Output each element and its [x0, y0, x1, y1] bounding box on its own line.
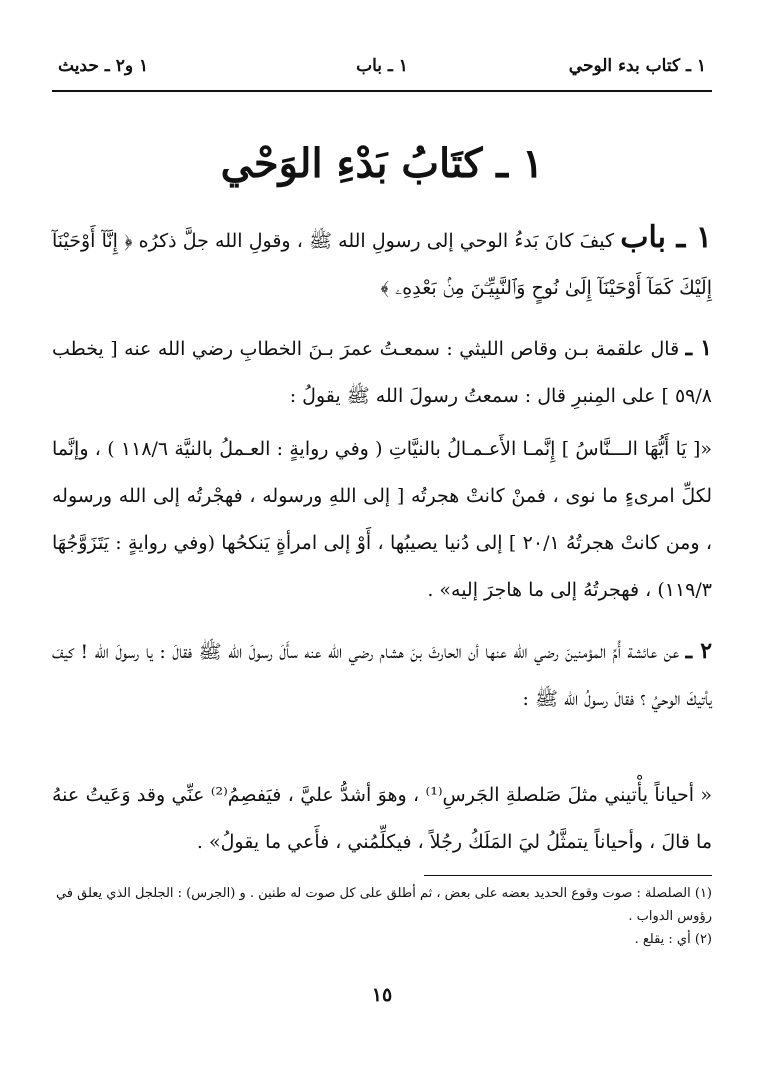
page-number: ١٥	[371, 984, 393, 1006]
hadith-1-text: قال علقمة بـن وقاص الليثي : سمعـتُ عمرَ بـنَ الخطابِ رضي الله عنه [ يخطب ٥٩/٨ ] على المِنبرِ قال : سمعتُ رسولَ الله ﷺ يقولُ :	[52, 338, 712, 407]
bab-label: ١ ـ باب	[620, 220, 713, 255]
chapter-title: ١ ـ كتَابُ بَدْءِ الوَحْي	[220, 140, 544, 187]
bab-text: كيفَ كانَ بَدءُ الوحي إلى رسولِ الله ﷺ ، وقولِ الله جلَّ ذكرُه ﴿ إِنَّآ أَوْحَيْنَآ إِلَيْكَ كَمَآ أَوْحَيْنَآ إِلَىٰ نُوحٍ وَٱلنَّبِيِّـۧنَ مِنۢ بَعْدِهِۦ ﴾	[52, 230, 712, 299]
footnote-2: (٢) أي : يقلع .	[634, 932, 712, 947]
hadith-2-number: ٢ ـ	[685, 638, 713, 664]
footnote-1: (١) الصلصلة : صوت وقوع الحديد بعضه على بعض ، ثم أطلق على كل صوت له طنين . و (الجرس) : الجلجل الذي يعلق في رؤوس الدواب .	[55, 886, 712, 924]
footnotes	[52, 882, 712, 951]
header-hadith-range: ١ و٢ ـ حديث	[58, 56, 149, 76]
hadith-2-matn: « أحياناً يأْتيني مثلَ صَلصلةِ الجَرسِ⁽¹⁾ ، وهوَ أشدُّ عليَّ ، فيَفصِمُ⁽²⁾ عنِّي وقد وَعَيتُ عنهُ ما قالَ ، وأحياناً يتمثَّلُ ليَ المَلَكُ رجُلاً ، فيكلِّمُني ، فأَعي ما يقولُ» .	[52, 784, 713, 853]
hadith-2-text: عن عائشة أُمِّ المؤمنينَ رضي الله عنها أن الحارثَ بنَ هشام رضي الله عنه سأَلَ رسولَ الله ﷺ فقالَ : يا رسولَ الله ! كيفَ يأتيكَ الوحيُ ؟ فقالَ رسولُ الله ﷺ :	[52, 641, 712, 710]
footnote-divider	[424, 875, 712, 876]
hadith-1-number: ١ ـ	[685, 335, 712, 361]
bab-heading	[52, 214, 712, 312]
hadith-1-isnad	[52, 325, 712, 420]
header-section: ١ ـ باب	[356, 56, 408, 76]
header-chapter: ١ ـ كتاب بدء الوحي	[568, 56, 706, 76]
hadith-1-matn: «[ يَا أَيُّهَا الـــنَّاسُ ] إِنَّمـا الأَعـمـالُ بالنيَّاتِ ( وفي روايةٍ : العـملُ بالنيَّة ١١٨/٦ ) ، وإنَّما لكلِّ امرىءٍ ما نوى ، فمنْ كانتْ هجرتُه [ إلى اللهِ ورسوله ، فهجْرتُه إلى الله ورسوله ، ومن كانتْ هجرتُهُ ٢٠/١ ] إلى دُنيا يصيبُها ، أَوْ إلى امرأةٍ يَنكحُها (وفي روايةٍ : يَتَزَوَّجُهَا ١١٩/٣) ، فهجرتُهُ إلى ما هاجرَ إليه» .	[52, 438, 712, 601]
running-header	[52, 50, 712, 92]
hadith-2-isnad	[52, 628, 712, 723]
